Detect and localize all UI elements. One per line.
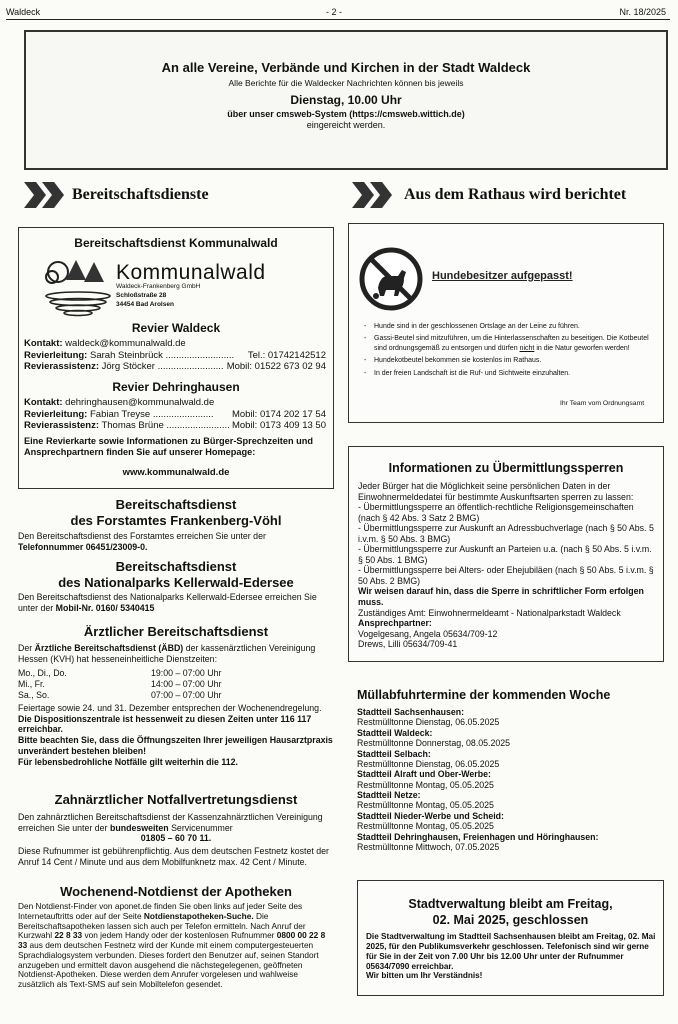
issue-number: Nr. 18/2025 — [619, 7, 666, 17]
time-row — [18, 690, 334, 701]
time-value: 14:00 – 07:00 Uhr — [151, 679, 222, 689]
muell-ort: Stadtteil Sachsenhausen: — [357, 707, 465, 717]
forstamt-text — [18, 531, 334, 552]
leitung-name: Fabian Treyse ....................... — [90, 408, 214, 420]
sperren-item: - Übermittlungssperre zur Auskunft an Parteien u.a. (nach § 50 Abs. 5 i.v.m. § 50 Abs. 1 BMG) — [358, 544, 652, 565]
aerztlich-intro-bold: Ärztliche Bereitschaftsdienst (ÄBD) — [34, 643, 184, 653]
section-title: Bereitschaftsdienste — [72, 186, 209, 203]
muell-ort: Stadtteil Nieder-Werbe und Scheid: — [357, 810, 504, 821]
hund-rules-list — [364, 322, 654, 381]
aerztlich-notfall: Für lebensbedrohliche Notfälle gilt weiterhin die 112. — [18, 756, 238, 767]
kontakt-label: Kontakt: — [24, 397, 63, 408]
forstamt-title — [18, 497, 334, 528]
muell-list — [357, 707, 667, 852]
aerztlich-notes — [18, 703, 334, 767]
assist-tel: Mobil: 01522 673 02 94 — [226, 361, 326, 372]
no-dog-poop-icon — [358, 246, 424, 312]
sperren-contact: Vogelgesang, Angela 05634/709-12 — [358, 628, 498, 639]
forstamt-title-2: des Forstamtes Frankenberg-Vöhl — [70, 512, 282, 528]
muell-termin: Restmülltonne Dienstag, 06.05.2025 — [357, 758, 500, 769]
sperren-title: Informationen zu Übermittlungssperren — [388, 461, 624, 475]
aerztlich-intro-post: der kassenärztlichen Vereinigung Hessen (KVH) hat hesseneinheitliche Dienstzeiten: — [18, 643, 316, 664]
kommunalwald-url[interactable]: www.kommunalwald.de — [122, 467, 230, 478]
hund-rule: - Hunde sind in der geschlossenen Ortslage an der Leine zu führen. — [364, 322, 654, 331]
section-header-bereitschaft — [22, 180, 332, 210]
notice-line1: Alle Berichte für die Waldecker Nachrichten können bis jeweils — [228, 77, 464, 88]
aerztlich-intro — [18, 643, 334, 664]
muell-ort: Stadtteil Selbach: — [357, 748, 431, 759]
nationalpark-title-2: des Nationalparks Kellerwald-Edersee — [58, 574, 294, 590]
verwaltung-title-1: Stadtverwaltung bleibt am Freitag, — [408, 897, 613, 911]
sperren-item: - Übermittlungssperre bei Alters- oder Ehejubiläen (nach § 50 Abs. 5 i.v.m. § 50 Abs. 2 BMG) — [358, 565, 654, 586]
hund-rule — [364, 334, 654, 353]
kommunalwald-logo — [40, 256, 266, 320]
muell-ort: Stadtteil Netze: — [357, 790, 421, 800]
logo-subtitle: Waldeck-Frankenberg GmbH — [116, 283, 201, 290]
verwaltung-body: Die Stadtverwaltung im Stadtteil Sachsenhausen bleibt am Freitag, 02. Mai 2025, für den Publikumsverkehr geschlossen. Telefonisch sind wir gerne für Sie in der Zeit von 7.00 Uhr bis 12.00 Uhr unter der Rufnummer 05634/7090 erreichbar. — [366, 932, 656, 971]
section-header-rathaus — [350, 180, 670, 210]
logo-name: Kommunalwald — [116, 261, 266, 284]
zahn-number: 01805 – 60 70 11. — [140, 833, 212, 844]
apotheke-title: Wochenend-Notdienst der Apotheken — [60, 884, 292, 899]
assist-label: Revierassistenz: — [24, 420, 99, 431]
kommunalwald-note: Eine Revierkarte sowie Informationen zu Bürger-Sprechzeiten und Ansprechpartnern finden Sie auf unserer Homepage: — [24, 436, 313, 458]
aerztlich-title: Ärztlicher Bereitschaftsdienst — [83, 624, 269, 639]
verwaltung-title-2: 02. Mai 2025, geschlossen — [432, 912, 589, 927]
zahn-text-post: Servicenummer — [171, 822, 233, 833]
assist-name: Jörg Stöcker ......................... — [101, 361, 224, 372]
hund-rule-nicht: nicht — [519, 344, 535, 352]
assist-tel: Mobil: 0173 409 13 50 — [231, 420, 326, 431]
forstamt-desc: Den Bereitschaftsdienst des Forstamtes erreichen Sie unter der — [18, 531, 266, 541]
apotheke-p1-bold: Notdienstapotheken-Suche. — [143, 910, 254, 921]
revier-dehringhausen-title: Revier Dehringhausen — [112, 380, 240, 394]
muell-termin: Restmülltonne Montag, 05.05.2025 — [357, 800, 494, 811]
zahn-title: Zahnärztlicher Notfallvertretungsdienst — [54, 792, 298, 807]
time-row — [18, 668, 334, 679]
notice-deadline: Dienstag, 10.00 Uhr — [290, 93, 402, 108]
sperren-hinweis: Wir weisen darauf hin, dass die Sperre in schriftlicher Form erfolgen muss. — [358, 586, 644, 608]
sperren-item: - Übermittlungssperre zur Auskunft an Adressbuchverlage (nach § 50 Abs. 5 i.v.m. § 50 Abs. 3 BMG) — [358, 523, 654, 544]
assist-name: Thomas Brüne ........................ — [101, 420, 230, 431]
hund-rule: - In der freien Landschaft ist die Ruf- und Sichtweite einzuhalten. — [364, 369, 654, 378]
header-location: Waldeck — [6, 7, 41, 17]
muell-termin: Restmülltonne Montag, 05.05.2025 — [357, 821, 494, 832]
muell-ort: Stadtteil Waldeck: — [357, 727, 433, 738]
leitung-label: Revierleitung: — [24, 408, 88, 420]
sperren-ansprechpartner-label: Ansprechpartner: — [358, 618, 432, 629]
logo-address-1: Schloßstraße 28 — [116, 292, 167, 299]
apotheke-p1: Den Notdienst-Finder von aponet.de finden Sie oben links auf jeder Seite des Internetauftritts oder auf der Seite — [18, 901, 303, 921]
time-value: 19:00 – 07:00 Uhr — [151, 668, 222, 678]
hund-signature: Ihr Team vom Ordnungsamt — [560, 400, 645, 407]
sperren-contact: Drews, Lilli 05634/709-41 — [358, 639, 458, 650]
hund-rule-rest: in die Natur geworfen werden! — [536, 344, 630, 352]
aerztlich-times — [18, 668, 334, 701]
assist-label: Revierassistenz: — [24, 361, 99, 372]
verwaltung-title — [357, 897, 664, 928]
nationalpark-title — [18, 559, 334, 590]
muell-title: Müllabfuhrtermine der kommenden Woche — [357, 688, 611, 702]
zahn-text-bold: bundesweiten — [109, 822, 169, 833]
muell-ort: Stadtteil Dehringhausen, Freienhagen und Höringhausen: — [357, 831, 599, 842]
logo-address-2: 34454 Bad Arolsen — [116, 301, 174, 308]
kontakt-label: Kontakt: — [24, 338, 63, 349]
page-header — [6, 6, 670, 20]
aerztlich-intro-pre: Der — [18, 643, 33, 653]
leitung-name: Sarah Steinbrück .......................... — [90, 349, 235, 361]
apotheke-p2-mid: von jedem Handy oder der kostenlosen Rufnummer — [84, 930, 275, 941]
apotheke-p2-post: aus dem deutschen Festnetz wird der Kunde mit einem computergesteuerten Sprachdialogsystem verbunden. Dieses fordert den Benutzer auf, seinen Standort anzugeben und ermittelt davon ausgehend die nächstegelegenen, geöffneten Notdienst-Apotheken. Diese werden dem Anrufer vorgelesen und wahlweise zusätzlich als Text-SMS auf sein Mobiltelefon gesendet. — [18, 940, 319, 990]
hund-rule-text: Gassi-Beutel sind mitzuführen, um die Hinterlassenschaften zu beseitigen. Die Kotbeutel sind ordnungsgemäß zu entsorgen und dürfen — [374, 335, 649, 352]
muell-termin: Restmülltonne Donnerstag, 08.05.2025 — [357, 738, 511, 749]
zahn-text — [18, 812, 334, 868]
revier-dehringhausen-details — [24, 397, 326, 432]
nationalpark-text — [18, 592, 334, 613]
aerztlich-zentrale: Die Dispositionszentrale ist hessenweit zu diesen Zeiten unter 116 117 erreichbar. — [18, 713, 312, 735]
forest-logo-icon — [40, 256, 116, 320]
forstamt-title-1: Bereitschaftsdienst — [115, 497, 237, 512]
time-day: Mi., Fr. — [18, 679, 45, 689]
sperren-intro: Jeder Bürger hat die Möglichkeit seine persönlichen Daten in der Einwohnermeldedatei für bestimmte Auskunftsarten sperren zu lassen: — [358, 481, 634, 502]
sperren-item: - Übermittlungssperre an öffentlich-rechtliche Religionsgemeinschaften (nach § 42 Abs. 3 Satz 2 BMG) — [358, 502, 634, 523]
apotheke-text — [18, 902, 334, 990]
verwaltung-text — [366, 932, 658, 981]
leitung-tel: Tel.: 01742142512 — [247, 349, 326, 361]
kontakt-email[interactable]: waldeck@kommunalwald.de — [65, 338, 186, 349]
aerztlich-hausarzt: Bitte beachten Sie, dass die Öffnungszeiten Ihrer jeweiligen Hausarztpraxis unverändert bestehen bleiben! — [18, 735, 333, 756]
apotheke-p2: Die Bereitschaftsapotheken lassen sich auch per Telefon ermitteln. Nach Anruf der Kurzwahl — [18, 910, 306, 941]
verwaltung-thanks: Wir bitten um Ihr Verständnis! — [366, 971, 483, 981]
sperren-zustaendig: Zuständiges Amt: Einwohnermeldeamt - Nationalparkstadt Waldeck — [358, 607, 621, 618]
nationalpark-tel: Mobil-Nr. 0160/ 5340415 — [55, 602, 155, 613]
sperren-text — [358, 481, 658, 650]
page-number: - 2 - — [326, 7, 343, 17]
zahn-cost: Diese Rufnummer ist gebührenpflichtig. Aus dem deutschen Festnetz kostet der Anruf 14 Cent / Minute und aus dem Mobilfunknetz max. 42 Cent / Minute. — [18, 846, 329, 867]
notice-title: An alle Vereine, Verbände und Kirchen in der Stadt Waldeck — [161, 60, 531, 75]
revier-waldeck-title: Revier Waldeck — [131, 321, 221, 335]
time-day: Mo., Di., Do. — [18, 668, 67, 678]
forstamt-tel: Telefonnummer 06451/23009-0. — [18, 541, 148, 552]
leitung-tel: Mobil: 0174 202 17 54 — [231, 408, 326, 420]
submission-notice — [24, 30, 668, 170]
nationalpark-title-1: Bereitschaftsdienst — [115, 559, 237, 574]
kontakt-email[interactable]: dehringhausen@kommunalwald.de — [65, 397, 215, 408]
muell-ort: Stadtteil Alraft und Ober-Werbe: — [357, 769, 491, 780]
time-value: 07:00 – 07:00 Uhr — [151, 690, 222, 700]
zahn-text-pre: Den zahnärztlichen Bereitschaftsdienst der Kassenzahnärztlichen Vereinigung erreichen Sie unter der — [18, 812, 323, 833]
nationalpark-desc: Den Bereitschaftsdienst des Nationalparks Kellerwald-Edersee erreichen Sie unter der — [18, 592, 317, 613]
leitung-label: Revierleitung: — [24, 349, 88, 361]
section-title: Aus dem Rathaus wird berichtet — [404, 186, 627, 203]
notice-link[interactable]: über unser cmsweb-System (https://cmsweb.wittich.de) — [227, 108, 465, 119]
double-chevron-icon — [350, 180, 398, 210]
aerztlich-holiday: Feiertage sowie 24. und 31. Dezember entsprechen der Wochenendregelung. — [18, 703, 322, 713]
time-day: Sa., So. — [18, 690, 50, 700]
double-chevron-icon — [22, 180, 70, 210]
revier-waldeck-details — [24, 338, 326, 373]
muell-termin: Restmülltonne Montag, 05.05.2025 — [357, 779, 494, 790]
hund-title: Hundebesitzer aufgepasst! — [432, 270, 573, 282]
kommunalwald-title: Bereitschaftsdienst Kommunalwald — [74, 236, 278, 250]
apotheke-rufnummer: 0800 00 22 8 33 — [18, 930, 326, 951]
muell-termin: Restmülltonne Dienstag, 06.05.2025 — [357, 717, 500, 728]
time-row — [18, 679, 334, 690]
apotheke-kurzwahl: 22 8 33 — [54, 930, 83, 941]
muell-termin: Restmülltonne Mittwoch, 07.05.2025 — [357, 841, 500, 852]
hund-rule: - Hundekotbeutel bekommen sie kostenlos im Rathaus. — [364, 356, 654, 365]
notice-line3: eingereicht werden. — [306, 119, 386, 130]
